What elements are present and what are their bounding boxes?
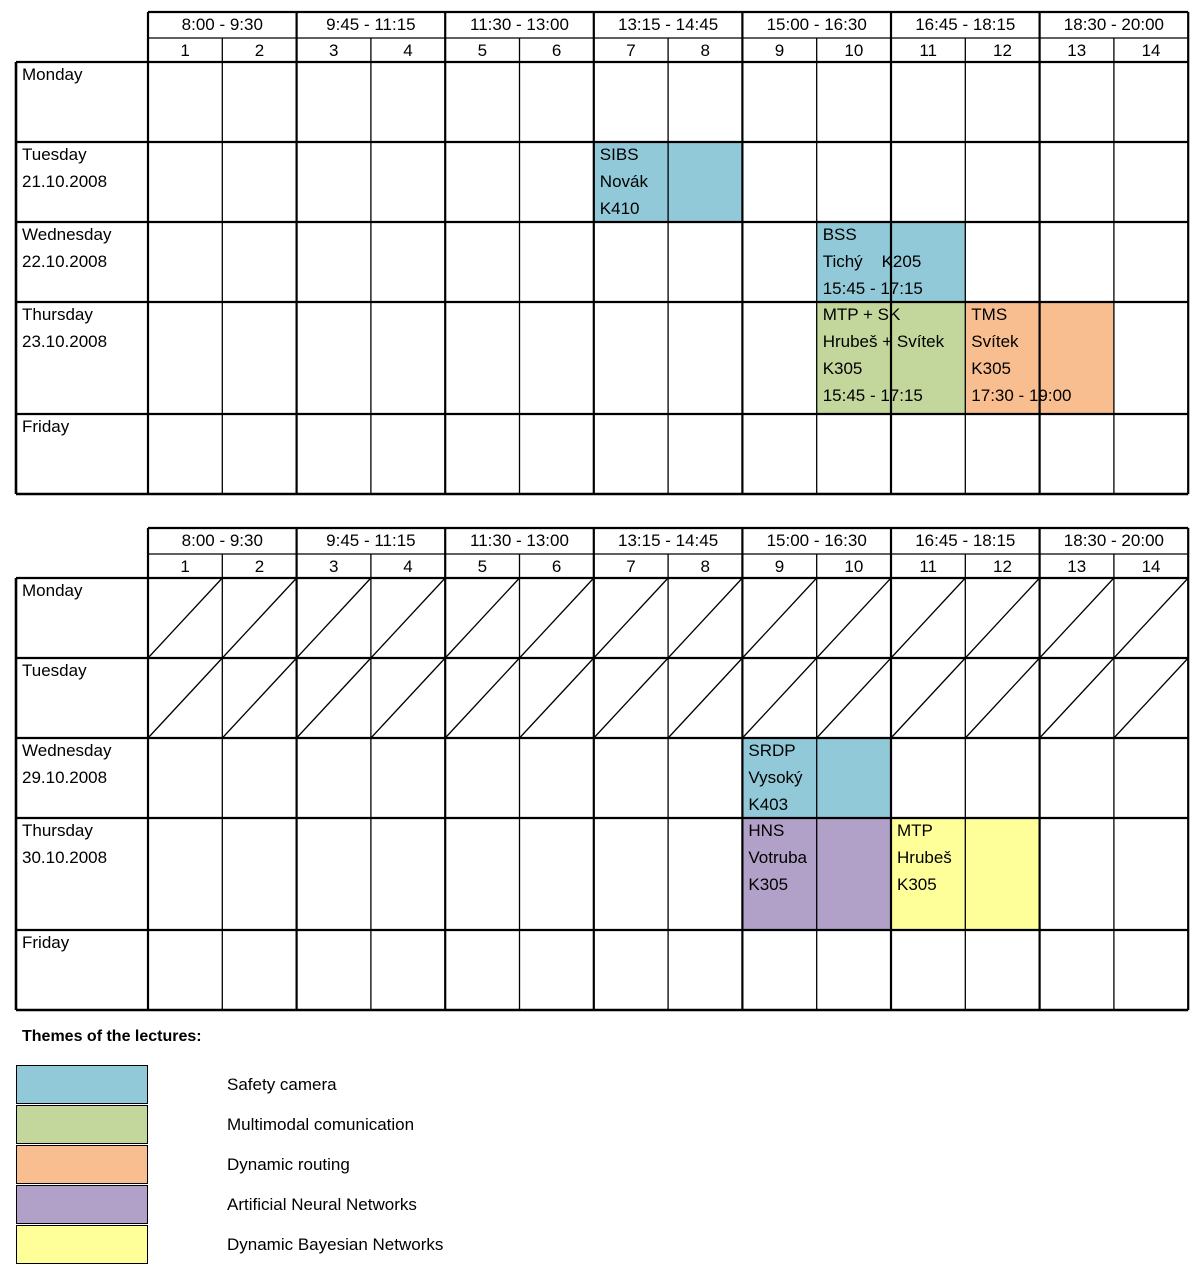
day-name: Monday	[22, 65, 83, 84]
day-label	[22, 577, 82, 604]
diagonal-strike	[742, 658, 816, 738]
diagonal-strike	[148, 578, 222, 658]
period-number: 13	[1067, 557, 1087, 576]
day-name: Monday	[22, 581, 83, 600]
period-number: 4	[403, 557, 413, 576]
lecture-line: TMS	[971, 305, 1008, 324]
period-number: 13	[1067, 41, 1087, 60]
period-number: 2	[254, 41, 265, 60]
time-slot-header: 13:15 - 14:45	[617, 531, 719, 550]
period-number: 14	[1141, 41, 1161, 60]
timetable-grid	[0, 516, 1198, 1036]
diagonal-strike	[594, 658, 668, 738]
legend-swatch	[16, 1185, 148, 1224]
lecture-line: Vysoký	[748, 768, 803, 787]
lecture-block	[893, 817, 1040, 929]
legend-label: Safety camera	[227, 1075, 337, 1094]
diagonal-strike	[965, 578, 1039, 658]
lecture-block	[819, 221, 966, 301]
time-slot-header: 9:45 - 11:15	[326, 15, 416, 34]
lecture-line: Hrubeš	[897, 848, 952, 867]
lecture-block	[596, 141, 743, 221]
time-slot-header: 8:00 - 9:30	[181, 531, 263, 550]
diagonal-strike	[445, 578, 519, 658]
diagonal-strike	[891, 658, 965, 738]
diagonal-strike	[371, 578, 445, 658]
diagonal-strike	[594, 578, 668, 658]
legend-swatch	[16, 1145, 148, 1184]
lecture-line: BSS	[822, 225, 857, 244]
lecture-line: K305	[897, 875, 937, 894]
lecture-line: Novák	[599, 172, 648, 191]
lecture-line: SIBS	[599, 145, 639, 164]
time-slot-header: 18:30 - 20:00	[1063, 531, 1164, 550]
diagonal-strike	[1114, 578, 1188, 658]
day-label	[22, 221, 111, 275]
legend-title: Themes of the lectures:	[22, 1028, 202, 1045]
period-number: 5	[477, 557, 488, 576]
period-number: 6	[551, 557, 562, 576]
period-number: 12	[992, 557, 1012, 576]
period-number: 4	[403, 41, 413, 60]
diagonal-strike	[148, 658, 222, 738]
day-name: Thursday	[22, 821, 93, 840]
legend-swatch	[16, 1065, 148, 1104]
diagonal-strike	[222, 578, 296, 658]
lecture-line: SRDP	[748, 741, 796, 760]
diagonal-strike	[520, 578, 594, 658]
period-number: 14	[1141, 557, 1161, 576]
diagonal-strike	[520, 658, 594, 738]
diagonal-strike	[668, 578, 742, 658]
time-slot-header: 13:15 - 14:45	[617, 15, 719, 34]
period-number: 7	[626, 557, 636, 576]
day-name: Tuesday	[22, 145, 87, 164]
lecture-line: K305	[822, 359, 863, 378]
lecture-line: K305	[971, 359, 1011, 378]
day-label	[22, 141, 107, 195]
period-number: 5	[477, 41, 488, 60]
diagonal-strike	[1114, 658, 1188, 738]
day-name: Friday	[22, 933, 70, 952]
period-number: 9	[774, 41, 785, 60]
diagonal-strike	[1040, 658, 1114, 738]
week1-timetable	[0, 0, 1198, 520]
period-number: 11	[919, 557, 937, 576]
day-name: Thursday	[22, 305, 93, 324]
diagonal-strike	[445, 658, 519, 738]
period-number: 7	[626, 41, 636, 60]
timetable-grid	[0, 0, 1198, 520]
period-number: 8	[700, 41, 710, 60]
time-slot-header: 15:00 - 16:30	[766, 531, 867, 550]
legend-label: Dynamic Bayesian Networks	[227, 1235, 444, 1254]
period-number: 2	[254, 557, 265, 576]
lecture-line: K305	[748, 875, 789, 894]
time-slot-header: 15:00 - 16:30	[766, 15, 867, 34]
diagonal-strike	[817, 578, 891, 658]
lecture-line: Tichý K205	[822, 252, 922, 271]
lecture-line: 17:30 - 19:00	[971, 386, 1072, 405]
diagonal-strike	[297, 658, 371, 738]
day-label	[22, 301, 107, 355]
day-name: Wednesday	[22, 741, 112, 760]
lecture-line: Svítek	[971, 332, 1019, 351]
diagonal-strike	[222, 658, 296, 738]
period-number: 1	[180, 41, 190, 60]
time-slot-header: 8:00 - 9:30	[181, 15, 263, 34]
lecture-line: MTP	[897, 821, 933, 840]
diagonal-strike	[371, 658, 445, 738]
legend-swatch	[16, 1225, 148, 1264]
day-label	[22, 929, 69, 956]
day-label	[22, 61, 82, 88]
lecture-line: K403	[748, 795, 789, 814]
lecture-line: MTP + SK	[822, 305, 901, 324]
lecture-line: Votruba	[748, 848, 807, 867]
time-slot-header: 11:30 - 13:00	[470, 15, 569, 34]
day-name: Friday	[22, 417, 70, 436]
lecture-line: K410	[599, 199, 640, 218]
period-number: 6	[551, 41, 562, 60]
period-number: 3	[329, 41, 339, 60]
lecture-block	[819, 301, 966, 413]
lecture-block	[744, 737, 891, 817]
day-date: 23.10.2008	[22, 332, 108, 351]
diagonal-strike	[1040, 578, 1114, 658]
lecture-line: 15:45 - 17:15	[822, 279, 923, 298]
period-number: 9	[774, 557, 785, 576]
period-number: 12	[992, 41, 1012, 60]
day-label	[22, 817, 107, 871]
period-number: 1	[180, 557, 190, 576]
day-date: 21.10.2008	[22, 172, 108, 191]
week2-timetable	[0, 516, 1198, 1036]
lecture-line: Hrubeš + Svítek	[822, 332, 945, 351]
day-label	[22, 737, 111, 791]
day-date: 29.10.2008	[22, 768, 108, 787]
day-label	[22, 413, 69, 440]
day-date: 22.10.2008	[22, 252, 108, 271]
diagonal-strike	[742, 578, 816, 658]
diagonal-strike	[891, 578, 965, 658]
time-slot-header: 9:45 - 11:15	[326, 531, 416, 550]
diagonal-strike	[965, 658, 1039, 738]
day-name: Tuesday	[22, 661, 87, 680]
time-slot-header: 16:45 - 18:15	[915, 15, 1016, 34]
lecture-block	[967, 301, 1114, 413]
diagonal-strike	[817, 658, 891, 738]
time-slot-header: 16:45 - 18:15	[915, 531, 1016, 550]
period-number: 11	[919, 41, 937, 60]
period-number: 3	[329, 557, 339, 576]
diagonal-strike	[668, 658, 742, 738]
time-slot-header: 18:30 - 20:00	[1063, 15, 1164, 34]
period-number: 10	[844, 557, 864, 576]
period-number: 8	[700, 557, 710, 576]
lecture-line: 15:45 - 17:15	[822, 386, 923, 405]
legend-label: Dynamic routing	[227, 1155, 350, 1174]
diagonal-strike	[297, 578, 371, 658]
lecture-line: HNS	[748, 821, 785, 840]
day-label	[22, 657, 87, 684]
time-slot-header: 11:30 - 13:00	[470, 531, 569, 550]
legend-label: Multimodal comunication	[227, 1115, 415, 1134]
day-name: Wednesday	[22, 225, 112, 244]
period-number: 10	[844, 41, 864, 60]
day-date: 30.10.2008	[22, 848, 108, 867]
legend-label: Artificial Neural Networks	[227, 1195, 417, 1214]
lecture-block	[744, 817, 891, 929]
legend-swatch	[16, 1105, 148, 1144]
